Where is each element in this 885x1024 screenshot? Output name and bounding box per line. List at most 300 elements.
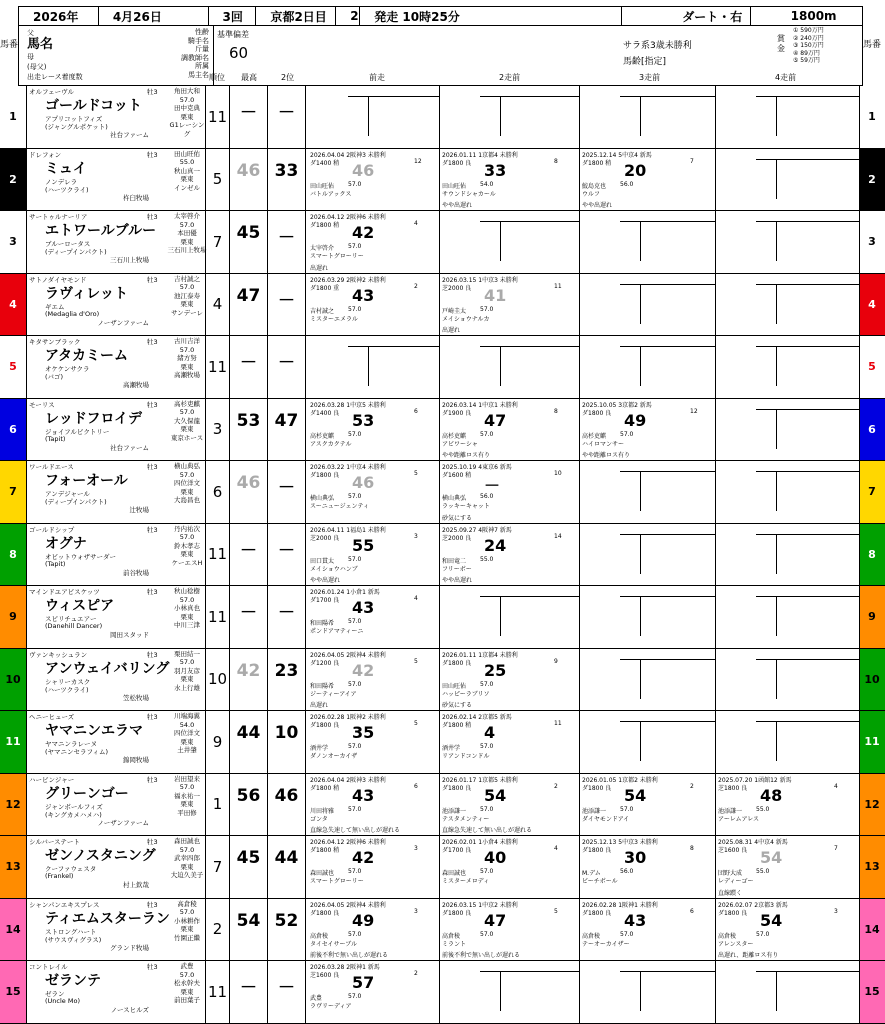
weight: 57.0 [179, 408, 195, 416]
sex-age: 牡3 [147, 88, 158, 96]
past-race[interactable] [580, 836, 716, 898]
race-score: 41 [484, 285, 507, 305]
kai: 3回 [209, 7, 257, 25]
race-note: 前後不利で無い出しが遅れる [442, 952, 521, 959]
best-score-cell [230, 86, 268, 148]
rank: 2 [206, 899, 230, 961]
jockey: 秋山稔樹 [174, 587, 200, 595]
race-jockey: 戸崎圭太 [442, 307, 467, 315]
past-race[interactable] [440, 836, 580, 898]
best-score: － [240, 103, 257, 123]
prev4-label: 4走前 [775, 73, 797, 82]
race-jockey: 池添謙一 [442, 807, 467, 815]
dam-sire: (ジャングルポケット) [45, 123, 108, 131]
sex-age: 牡3 [147, 900, 158, 909]
breeder: 岡田スタッド [110, 631, 149, 639]
sire: マインドユアビスケッツ [29, 588, 100, 596]
horse-name[interactable]: ウィスピア [45, 598, 115, 614]
race-heading: 2026.02.28 1阪神1 未勝利 [582, 901, 658, 909]
race-score: 43 [624, 910, 647, 930]
connections [167, 462, 207, 505]
race-weight: 56.0 [480, 493, 494, 500]
post-number-right: 3 [859, 211, 885, 273]
horse-name[interactable]: ゼンノスタニング [45, 848, 156, 864]
past-race[interactable] [580, 149, 716, 211]
race-weight: 55.0 [756, 805, 770, 813]
trainer: 田中克典 [174, 104, 200, 112]
race-heading: 2025.08.31 4中京4 新馬 [718, 839, 788, 846]
owner: ケーエスH [171, 558, 203, 567]
prize-5: 59万円 [800, 57, 820, 64]
connections [167, 962, 207, 1005]
horse-row[interactable] [0, 711, 885, 774]
rank: 11 [206, 86, 230, 148]
horse-row[interactable] [0, 524, 885, 587]
race-heading: 2025.10.19 4東京6 新馬 [442, 464, 512, 471]
connections [167, 212, 207, 255]
owner: サンデーレ [170, 308, 204, 317]
race-condition: ダ1400 稍 [310, 159, 340, 167]
course: ダート・右 [622, 7, 752, 25]
label-record: 出走レース着度数 [27, 73, 83, 81]
race-winner: スマートグローリー [310, 253, 364, 260]
race-score: 49 [352, 910, 375, 930]
finish-position: 12 [414, 157, 422, 165]
jockey: 武豊 [180, 962, 194, 970]
past-race[interactable] [580, 774, 716, 836]
horse-name[interactable]: グリーンゴー [45, 785, 129, 802]
race-heading: 2026.03.14 1中京1 未勝利 [442, 401, 518, 409]
sex-age: 牡3 [147, 338, 158, 346]
prev2-label: 2走前 [499, 73, 521, 82]
finish-position: 10 [554, 470, 562, 477]
best-score-cell [230, 649, 268, 711]
past-race[interactable] [308, 774, 440, 836]
race-winner: テーオーカイザー [582, 940, 630, 948]
past-race[interactable] [308, 899, 440, 961]
horse-row[interactable] [0, 899, 885, 962]
race-condition: ダ1700 良 [442, 847, 472, 854]
race-condition: ダ1800 稍 [442, 722, 472, 729]
horse-row[interactable] [0, 649, 885, 712]
weight: 57.0 [179, 220, 195, 229]
dam: クーファウェスタ [45, 865, 97, 873]
race-condition: ダ1800 良 [442, 159, 472, 167]
horse-info [26, 586, 206, 648]
finish-position: 11 [554, 282, 562, 290]
sex-age: 牡3 [147, 213, 158, 221]
race-heading: 2026.04.04 2阪神3 未勝利 [310, 776, 386, 784]
best-score: － [240, 978, 257, 998]
sire: モーリス [29, 400, 55, 409]
second-score-cell [268, 774, 306, 836]
owner: G1レーシング [169, 121, 205, 138]
horse-name[interactable]: ゴールドコット [45, 98, 142, 114]
past-race[interactable] [440, 649, 580, 711]
race-jockey: 高倉稜 [718, 932, 737, 940]
race-weight: 57.0 [348, 305, 362, 313]
race-weight: 57.0 [348, 243, 362, 250]
race-weight: 57.0 [348, 680, 362, 688]
rank: 4 [206, 274, 230, 336]
sex-age: 牡3 [147, 588, 158, 596]
race-score: 42 [352, 223, 375, 242]
sire: シャンパンエキスプレス [29, 900, 100, 909]
race-jockey: 武豊 [310, 995, 323, 1002]
best-score-cell [230, 836, 268, 898]
trainer: 本田優 [177, 229, 197, 237]
distance: 1800m [790, 9, 837, 23]
rank: 11 [206, 524, 230, 586]
post-number-left: 5 [0, 336, 26, 398]
race-condition: ダ1800 稍 [310, 847, 340, 854]
race-note: 出遅れ [310, 264, 329, 272]
second-score: － [278, 228, 295, 248]
past-race[interactable] [716, 774, 860, 836]
post-number-right: 2 [859, 149, 885, 211]
race-heading: 2026.03.22 1中京4 未勝利 [310, 464, 386, 471]
trainer: 池江泰寿 [174, 291, 200, 300]
second-score-cell [268, 211, 306, 273]
past-race[interactable] [716, 899, 860, 961]
post-number-right: 15 [859, 961, 885, 1023]
weight: 57.0 [179, 783, 195, 791]
finish-position: 2 [690, 782, 694, 790]
past-race[interactable] [440, 899, 580, 961]
horse-name[interactable]: ミュイ [45, 160, 87, 177]
connections [167, 150, 207, 193]
finish-position: 5 [554, 907, 558, 915]
race-jockey: 池添謙一 [718, 807, 743, 815]
dam: ストロングハート [45, 927, 97, 936]
empty-race [716, 586, 860, 648]
past-race[interactable] [308, 211, 440, 273]
second-label: 2位 [281, 73, 295, 82]
horse-name[interactable]: フォーオール [45, 473, 128, 489]
horse-info [26, 336, 206, 398]
best-score-cell [230, 336, 268, 398]
past-race[interactable] [580, 899, 716, 961]
race-score: 55 [352, 535, 375, 555]
past-race[interactable] [308, 524, 440, 586]
horse-name[interactable]: レッドフロイデ [45, 410, 143, 427]
past-race[interactable] [440, 524, 580, 586]
race-winner: ミラント [442, 940, 467, 948]
sire: ゴールドシップ [29, 525, 75, 534]
post-number-left: 10 [0, 649, 26, 711]
horse-row[interactable] [0, 399, 885, 462]
connections [167, 275, 207, 318]
dam-sire: (Frankel) [45, 872, 74, 880]
dam-sire: (キングカメハメハ) [45, 810, 102, 819]
race-winner: ミスターメロディ [442, 878, 490, 885]
past-race[interactable] [308, 649, 440, 711]
race-note: やや出遅れ [442, 202, 473, 209]
weight: 57.0 [179, 533, 195, 541]
race-score: 42 [352, 660, 375, 680]
sex-age: 牡3 [147, 713, 158, 721]
race-score: 54 [760, 848, 783, 867]
breeder: 前谷牧場 [123, 568, 149, 577]
past-race[interactable] [308, 461, 440, 523]
connections [167, 650, 207, 693]
connections [167, 837, 207, 880]
year: 2026年 [19, 7, 99, 25]
weight-rule: 馬齢[指定] [623, 57, 667, 67]
race-jockey: 和田陽希 [310, 620, 335, 627]
race-condition: ダ1400 良 [310, 409, 340, 417]
best-score-cell [230, 399, 268, 461]
race-score: 43 [352, 785, 375, 805]
past-race[interactable] [308, 586, 440, 648]
post-number-right: 9 [859, 586, 885, 648]
past-race[interactable] [440, 149, 580, 211]
horse-name[interactable]: ゼランテ [45, 973, 101, 989]
race-heading: 2026.04.04 2阪神3 未勝利 [310, 151, 386, 159]
horse-row[interactable] [0, 836, 885, 899]
second-score-cell [268, 274, 306, 336]
past-race[interactable] [308, 836, 440, 898]
jockey: 角田大和 [174, 87, 200, 95]
trainer: 四位洋文 [174, 729, 200, 737]
race-header [18, 6, 863, 26]
race-winner: テスタメンティー [442, 815, 490, 823]
past-race[interactable] [308, 399, 440, 461]
horse-row[interactable] [0, 149, 885, 212]
label-jockey: 騎手名 [188, 36, 209, 45]
race-condition: ダ1800 稍 [582, 159, 612, 167]
horse-row[interactable] [0, 336, 885, 399]
horse-name[interactable]: アタカミーム [45, 348, 129, 364]
horse-name[interactable]: エトワールブルー [45, 223, 157, 239]
race-heading: 2026.02.01 1小倉4 未勝利 [442, 839, 518, 846]
trainer: 四位洋文 [174, 479, 200, 487]
race-score: － [484, 476, 501, 495]
race-weight: 55.0 [480, 555, 494, 563]
horse-info [26, 711, 206, 773]
race-heading: 2026.04.11 1福島1 未勝利 [310, 526, 386, 534]
past-race[interactable] [440, 774, 580, 836]
second-score: 23 [274, 660, 299, 681]
post-number-right: 13 [859, 836, 885, 898]
race-heading: 2026.02.28 1阪神2 未勝利 [310, 714, 386, 721]
race-condition: ダ1800 稍 [310, 222, 340, 229]
past-race[interactable] [440, 711, 580, 773]
dam: ギエム [45, 302, 65, 311]
race-heading: 2026.03.29 2阪神2 未勝利 [310, 276, 386, 284]
horse-row[interactable] [0, 961, 885, 1024]
race-jockey: 酒井学 [442, 745, 461, 752]
horse-row[interactable] [0, 774, 885, 837]
stable: 栗東 [180, 112, 194, 121]
race-heading: 2026.04.12 2阪神6 未勝利 [310, 839, 386, 846]
owner: 三石川上牧場 [167, 246, 207, 254]
owner: 土井肇 [177, 746, 197, 754]
prev3-label: 3走前 [639, 73, 661, 82]
weight: 57.0 [179, 345, 195, 354]
post-number-right: 7 [859, 461, 885, 523]
weight: 57.0 [179, 470, 195, 479]
past-race[interactable] [716, 836, 860, 898]
race-score: 24 [484, 535, 507, 555]
race-condition: 芝2000 良 [442, 534, 472, 542]
sire: シルバーステート [29, 838, 80, 846]
race-winner: アスクカクテル [310, 440, 352, 448]
finish-position: 8 [690, 845, 694, 852]
stable: 栗東 [180, 300, 194, 308]
empty-race [308, 336, 440, 398]
horse-name[interactable]: アンウェイバリング [45, 660, 170, 677]
second-score-cell [268, 149, 306, 211]
jockey: 高倉稜 [177, 899, 197, 908]
second-score-cell [268, 524, 306, 586]
race-jockey: 和田竜二 [442, 557, 467, 565]
trainer: 小林耕作 [174, 916, 200, 925]
owner: 東京ホース [170, 433, 204, 442]
horse-info [26, 524, 206, 586]
post-number-right: 5 [859, 336, 885, 398]
past-race[interactable] [308, 711, 440, 773]
race-note: やや距離ロス有り [582, 452, 631, 459]
horse-row[interactable] [0, 461, 885, 524]
dam-sire: (バゴ) [45, 373, 64, 381]
connections [167, 87, 207, 138]
sex-age: 牡3 [147, 400, 158, 409]
best-score: 54 [236, 910, 261, 931]
dam-sire: (Tapit) [45, 559, 66, 568]
second-score-cell [268, 586, 306, 648]
dam: ヤマニンラレーヌ [45, 740, 97, 748]
race-heading: 2025.10.05 3京都2 新馬 [582, 401, 652, 409]
race-score: 40 [484, 848, 507, 867]
race-condition: 芝2000 良 [310, 534, 340, 542]
race-score: 46 [352, 160, 375, 180]
horse-row[interactable] [0, 86, 885, 149]
empty-race [716, 649, 860, 711]
race-winner: レディーゴー [718, 878, 754, 885]
dam: アンデジャール [45, 490, 90, 498]
label-owner: 馬主名 [188, 70, 209, 79]
horse-row[interactable] [0, 586, 885, 649]
weight: 57.0 [179, 595, 195, 604]
race-weight: 57.0 [348, 555, 362, 563]
race-condition: ダ1800 良 [310, 722, 340, 729]
best-score: 44 [236, 723, 261, 743]
second-score: 44 [274, 848, 299, 868]
dam-sire: (ハーツクライ) [45, 685, 89, 694]
finish-position: 4 [834, 782, 838, 790]
owner: 平田修 [177, 808, 197, 817]
horse-row[interactable] [0, 211, 885, 274]
best-score: － [240, 353, 257, 373]
horse-name[interactable]: オグナ [45, 535, 87, 552]
sex-age: 牡3 [147, 525, 158, 534]
race-condition: ダ1800 良 [582, 909, 612, 917]
base-value: 60 [229, 44, 249, 62]
race-heading: 2026.03.28 2阪神1 新馬 [310, 964, 380, 971]
second-score: － [278, 978, 295, 998]
dam-sire: (Uncle Mo) [45, 997, 80, 1005]
horse-name[interactable]: ラヴィレット [45, 285, 129, 302]
past-race[interactable] [308, 274, 440, 336]
horse-info [26, 399, 206, 461]
race-condition: ダ1800 稍 [310, 784, 340, 792]
second-score: 52 [274, 910, 299, 931]
race-weight: 57.0 [620, 930, 634, 938]
second-score-cell [268, 961, 306, 1023]
race-heading: 2026.01.11 1京都4 未勝利 [442, 151, 518, 159]
post-number-left: 1 [0, 86, 26, 148]
race-condition: ダ1800 良 [582, 847, 612, 854]
empty-race [440, 961, 580, 1023]
owner: 竹園正繼 [174, 933, 200, 942]
breeder: グランド牧場 [110, 943, 149, 952]
empty-race [580, 274, 716, 336]
horse-info [26, 961, 206, 1023]
race-weight: 57.0 [480, 430, 494, 438]
race-weight: 57.0 [348, 180, 362, 188]
post-number-left: 6 [0, 399, 26, 461]
race-weight: 57.0 [348, 868, 362, 875]
race-condition: ダ1800 良 [310, 472, 340, 479]
sire: オルフェーヴル [29, 88, 74, 96]
rank: 9 [206, 711, 230, 773]
best-score: 42 [236, 660, 261, 681]
jockey: 川端海翼 [174, 712, 200, 720]
race-winner: フリーボー [442, 565, 472, 573]
dam: ジョイフルビクトリー [45, 427, 110, 436]
past-race[interactable] [440, 399, 580, 461]
race-jockey: 池添謙一 [582, 807, 607, 815]
second-score-cell [268, 899, 306, 961]
dam-sire: (ハーツクライ) [45, 185, 89, 194]
finish-position: 2 [414, 282, 418, 290]
breeder: ノーザンファーム [97, 818, 149, 827]
horse-row[interactable] [0, 274, 885, 337]
jockey: 吉村誠之 [174, 274, 200, 283]
past-race[interactable] [308, 961, 440, 1023]
race-score: 57 [352, 973, 375, 992]
meeting: 京都2日目 [256, 7, 336, 25]
prize-label: 賞金 [777, 34, 785, 53]
post-number-left: 11 [0, 711, 26, 773]
connections [167, 400, 207, 443]
race-heading: 2025.07.20 1函館12 新馬 [718, 776, 792, 784]
race-condition: ダ1800 重 [310, 284, 340, 292]
race-score: 25 [484, 660, 507, 680]
race-weight: 57.0 [348, 930, 362, 938]
post-number-left: 9 [0, 586, 26, 648]
past-race[interactable] [580, 399, 716, 461]
past-race[interactable] [440, 461, 580, 523]
stable: 栗東 [180, 237, 194, 246]
empty-race [580, 336, 716, 398]
stable: 栗東 [180, 925, 194, 933]
sire: ドレフォン [29, 150, 62, 159]
horse-name[interactable]: ヤマニンエラマ [45, 723, 143, 739]
horse-name[interactable]: ティエムスターラン [45, 910, 170, 927]
finish-position: 4 [414, 595, 418, 602]
past-race[interactable] [440, 274, 580, 336]
race-weight: 57.0 [348, 805, 362, 813]
empty-race [716, 274, 860, 336]
race-heading: 2025.12.14 5中京4 新馬 [582, 151, 652, 159]
post-number-left: 15 [0, 961, 26, 1023]
finish-position: 6 [414, 407, 418, 415]
best-score-cell [230, 149, 268, 211]
race-condition: ダ1700 良 [310, 597, 340, 604]
past-race[interactable] [308, 149, 440, 211]
